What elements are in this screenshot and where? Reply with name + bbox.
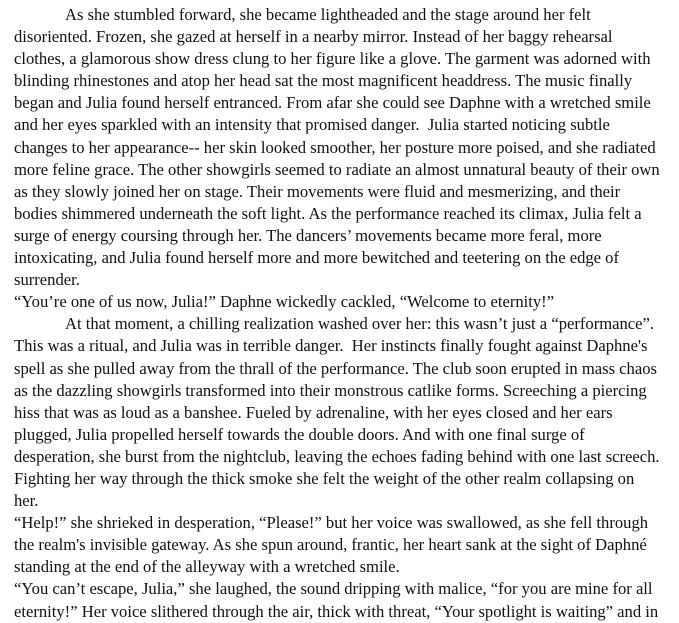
text-line: spell as she pulled away from the thrall of the performance. The club soon erupted in mass chaos <box>14 358 657 378</box>
text-line: This was a ritual, and Julia was in terrible danger. Her instincts finally fought against Daphne's <box>14 336 648 356</box>
text-line: eternity!” Her voice slithered through the air, thick with threat, “Your spotlight is waiting” and in <box>14 601 659 621</box>
text-line: blinding rhinestones and atop her head sat the most magnificent headdress. The music finally <box>14 71 633 91</box>
text-line: bodies shimmered underneath the soft light. As the performance reached its climax, Julia felt a <box>14 203 642 223</box>
text-line: “Help!” she shrieked in desperation, “Please!” but her voice was swallowed, as she fell through <box>14 513 649 533</box>
text-line: began and Julia found herself entranced. From afar she could see Daphne with a wretched smile <box>14 93 651 113</box>
text-line: surge of energy coursing through her. The dancers’ movements became more feral, more <box>14 225 602 245</box>
text-line: intoxicating, and Julia found herself more and more bewitched and teetering on the edge of <box>14 248 620 268</box>
text-line: surrender. <box>14 270 80 290</box>
text-line: standing at the end of the alleyway with a wretched smile. <box>14 557 400 577</box>
text-line: more feline grace. The other showgirls seemed to radiate an almost unnatural beauty of their own <box>14 159 660 179</box>
text-line: disoriented. Frozen, she gazed at herself in a nearby mirror. Instead of her baggy rehearsal <box>14 27 613 47</box>
text-line: As she stumbled forward, she became lightheaded and the stage around her felt <box>65 5 591 24</box>
text-line: the realm's invisible gateway. As she spun around, frantic, her heart sank at the sight of Daphné <box>14 535 647 555</box>
text-line: and her eyes sparkled with an intensity that promised danger. Julia started noticing subtle <box>14 115 610 135</box>
text-line: hiss that was as loud as a banshee. Fueled by adrenaline, with her eyes closed and her ears <box>14 402 613 422</box>
text-line: as they slowly joined her on stage. Their movements were fluid and mesmerizing, and their <box>14 181 621 201</box>
text-line: changes to her appearance-- her skin looked smoother, her posture more poised, and she radiated <box>14 137 656 157</box>
text-line: her. <box>14 491 39 511</box>
text-line: “You’re one of us now, Julia!” Daphne wickedly cackled, “Welcome to eternity!” <box>14 292 555 312</box>
text-line: Fighting her way through the thick smoke she felt the weight of the other realm collapsing on <box>14 468 635 488</box>
story-text <box>14 4 676 623</box>
text-line: “You can’t escape, Julia,” she laughed, the sound dripping with malice, “for you are mine for all <box>14 579 653 599</box>
text-line: desperation, she burst from the nightclub, leaving the echoes fading behind with one last screech. <box>14 446 660 466</box>
text-line: as the dazzling showgirls transformed into their monstrous catlike forms. Screeching a piercing <box>14 380 647 400</box>
text-line: plugged, Julia propelled herself towards the double doors. And with one final surge of <box>14 424 585 444</box>
text-line: At that moment, a chilling realization washed over her: this wasn’t just a “performance”. <box>65 314 655 334</box>
text-line: clothes, a glamorous show dress clung to her figure like a glove. The garment was adorned with <box>14 49 651 69</box>
